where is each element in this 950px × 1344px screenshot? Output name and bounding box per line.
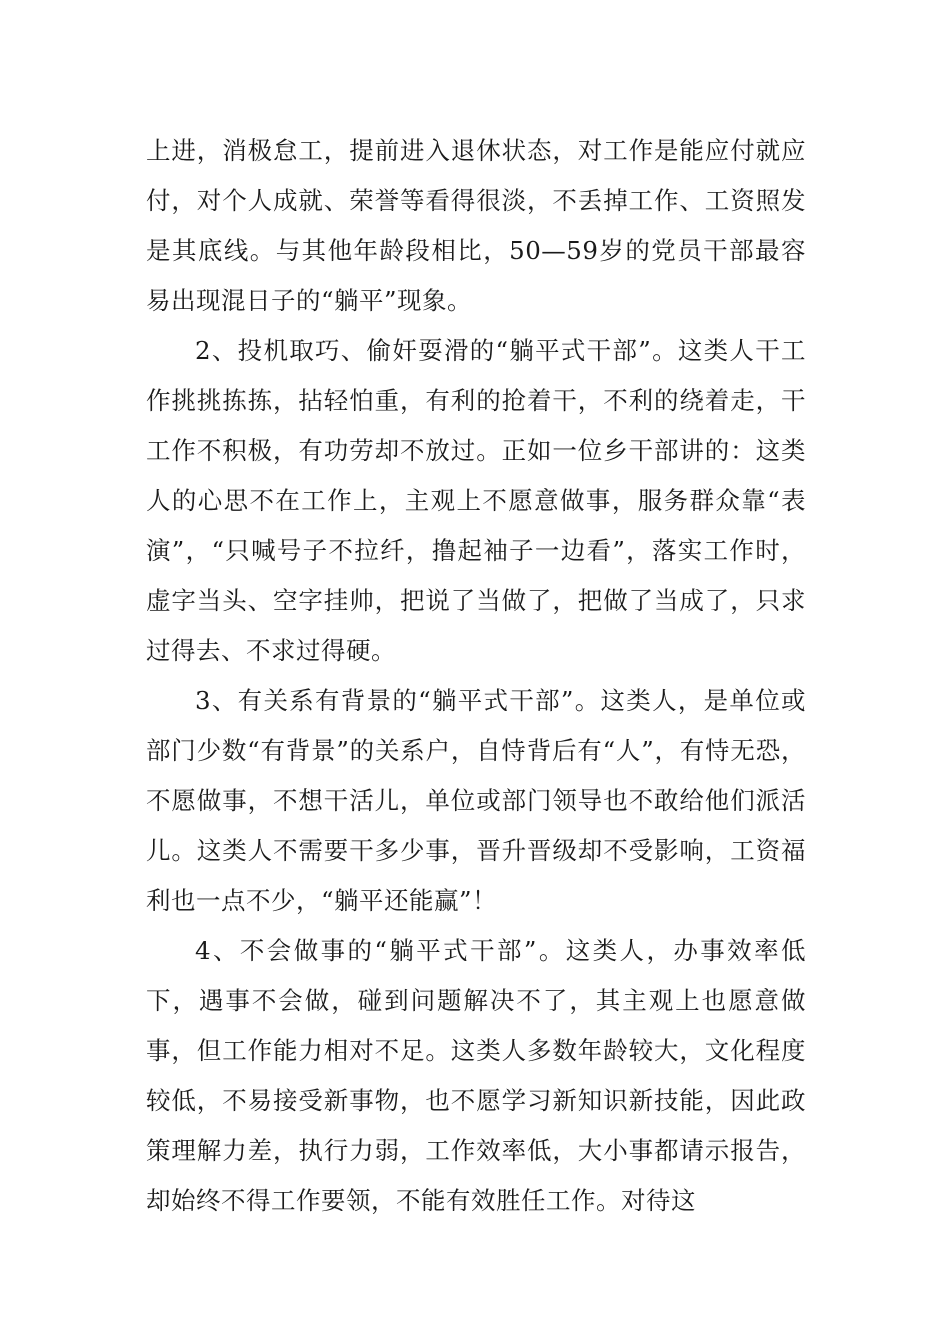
paragraph-type-2: 2、投机取巧、偷奸耍滑的“躺平式干部”。这类人干工作挑挑拣拣，拈轻怕重，有利的抢着干，不利的绕着走，干工作不积极，有功劳却不放过。正如一位乡干部讲的：这类人的心思不在工作上，主观上不愿意做事，服务群众靠“表演”，“只喊号子不拉纤，撸起袖子一边看”，落实工作时，虚字当头、空字挂帅，把说了当做了，把做了当成了，只求过得去、不求过得硬。 <box>146 336 806 665</box>
paragraph-type-3: 3、有关系有背景的“躺平式干部”。这类人，是单位或部门少数“有背景”的关系户，自恃背后有“人”，有恃无恐，不愿做事，不想干活儿，单位或部门领导也不敢给他们派活儿。这类人不需要干多少事，晋升晋级却不受影响，工资福利也一点不少，“躺平还能赢”！ <box>146 686 806 915</box>
paragraph-continuation: 上进，消极怠工，提前进入退休状态，对工作是能应付就应付，对个人成就、荣誉等看得很淡，不丢掉工作、工资照发是其底线。与其他年龄段相比，50—59岁的党员干部最容易出现混日子的“躺平”现象。 <box>146 136 806 315</box>
document-body <box>146 126 806 1226</box>
paragraph-type-4: 4、不会做事的“躺平式干部”。这类人，办事效率低下，遇事不会做，碰到问题解决不了，其主观上也愿意做事，但工作能力相对不足。这类人多数年龄较大，文化程度较低，不易接受新事物，也不愿学习新知识新技能，因此政策理解力差，执行力弱，工作效率低，大小事都请示报告，却始终不得工作要领，不能有效胜任工作。对待这 <box>146 936 806 1215</box>
